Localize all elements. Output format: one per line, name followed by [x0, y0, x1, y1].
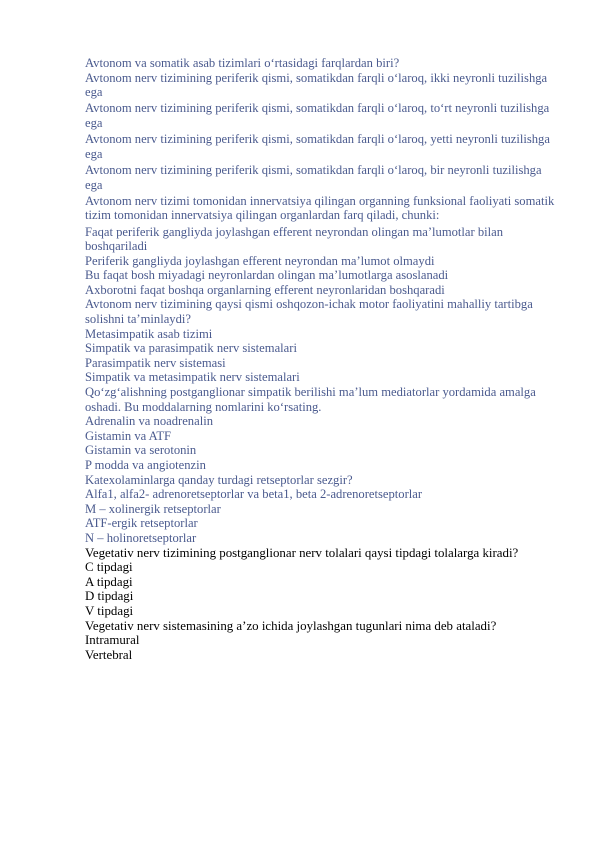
answer-option-line: ATF-ergik retseptorlar — [85, 516, 198, 531]
document-text-body — [85, 56, 555, 662]
answer-option-line: D tipdagi — [85, 589, 134, 604]
question-line: Vegetativ nerv tizimining postganglionar nerv tolalari qaysi tipdagi tolalarga kiradi? — [85, 545, 519, 560]
answer-option-line: P modda va angiotenzin — [85, 458, 206, 472]
question-line: Avtonom nerv tizimi tomonidan innervatsiya qilingan organning funksional faoliyati somatik tizim tomonidan innervatsiya qilingan organlardan farq qiladi, chunki: — [85, 193, 555, 223]
answer-option-line: Axborotni faqat boshqa organlarning efferent neyronlaridan boshqaradi — [85, 282, 445, 297]
answer-option-line: Parasimpatik nerv sistemasi — [85, 355, 226, 370]
answer-option-line: N – holinoretseptorlar — [85, 530, 197, 545]
answer-option-line: Simpatik va parasimpatik nerv sistemalari — [85, 341, 297, 356]
answer-option-line: Avtonom nerv tizimining periferik qismi, somatikdan farqli o‘laroq, yetti neyronli tuzilishga ega — [85, 132, 550, 161]
question-line: Qo‘zg‘alishning postganglionar simpatik berilishi ma’lum mediatorlar yordamida amalga oshadi. Bu moddalarning nomlarini ko‘rsating. — [85, 385, 536, 414]
answer-option-line: C tipdagi — [85, 560, 133, 575]
question-line: Katexolaminlarga qanday turdagi retseptorlar sezgir? — [85, 472, 353, 487]
answer-option-line: Alfa1, alfa2- adrenoretseptorlar va beta1, beta 2-adrenoretseptorlar — [85, 487, 423, 502]
question-line: Vegetativ nerv sistemasining a’zo ichida joylashgan tugunlari nima deb ataladi? — [85, 618, 497, 633]
answer-option-line: Avtonom nerv tizimining periferik qismi, somatikdan farqli o‘laroq, ikki neyronli tuzilishga ega — [85, 70, 548, 100]
answer-option-line: Gistamin va serotonin — [85, 443, 197, 458]
answer-option-line: A tipdagi — [85, 574, 133, 589]
answer-option-line: Faqat periferik gangliyda joylashgan efferent neyrondan olingan ma’lumotlar bilan boshqariladi — [85, 224, 504, 254]
answer-option-line: Periferik gangliyda joylashgan efferent neyrondan ma’lumot olmaydi — [85, 253, 435, 268]
answer-option-line: Adrenalin va noadrenalin — [85, 414, 213, 429]
question-line: Avtonom va somatik asab tizimlari o‘rtasidagi farqlardan biri? — [85, 56, 400, 70]
answer-option-line: Simpatik va metasimpatik nerv sistemalari — [85, 370, 300, 385]
answer-option-line: Metasimpatik asab tizimi — [85, 326, 213, 341]
question-line: Avtonom nerv tizimining qaysi qismi oshqozon-ichak motor faoliyatini mahalliy tartibga solishni ta’minlaydi? — [85, 297, 533, 327]
answer-option-line: Avtonom nerv tizimining periferik qismi, somatikdan farqli o‘laroq, to‘rt neyronli tuzilishga ega — [85, 101, 550, 130]
answer-option-line: V tipdagi — [85, 603, 134, 618]
answer-option-line: Avtonom nerv tizimining periferik qismi, somatikdan farqli o‘laroq, bir neyronli tuzilishga ega — [85, 162, 542, 192]
answer-option-line: Gistamin va ATF — [85, 428, 172, 443]
answer-option-line: Bu faqat bosh miyadagi neyronlardan olingan ma’lumotlarga asoslanadi — [85, 268, 449, 283]
answer-option-line: M – xolinergik retseptorlar — [85, 501, 221, 516]
answer-option-line: Vertebral — [85, 647, 133, 662]
answer-option-line: Intramural — [85, 633, 140, 648]
